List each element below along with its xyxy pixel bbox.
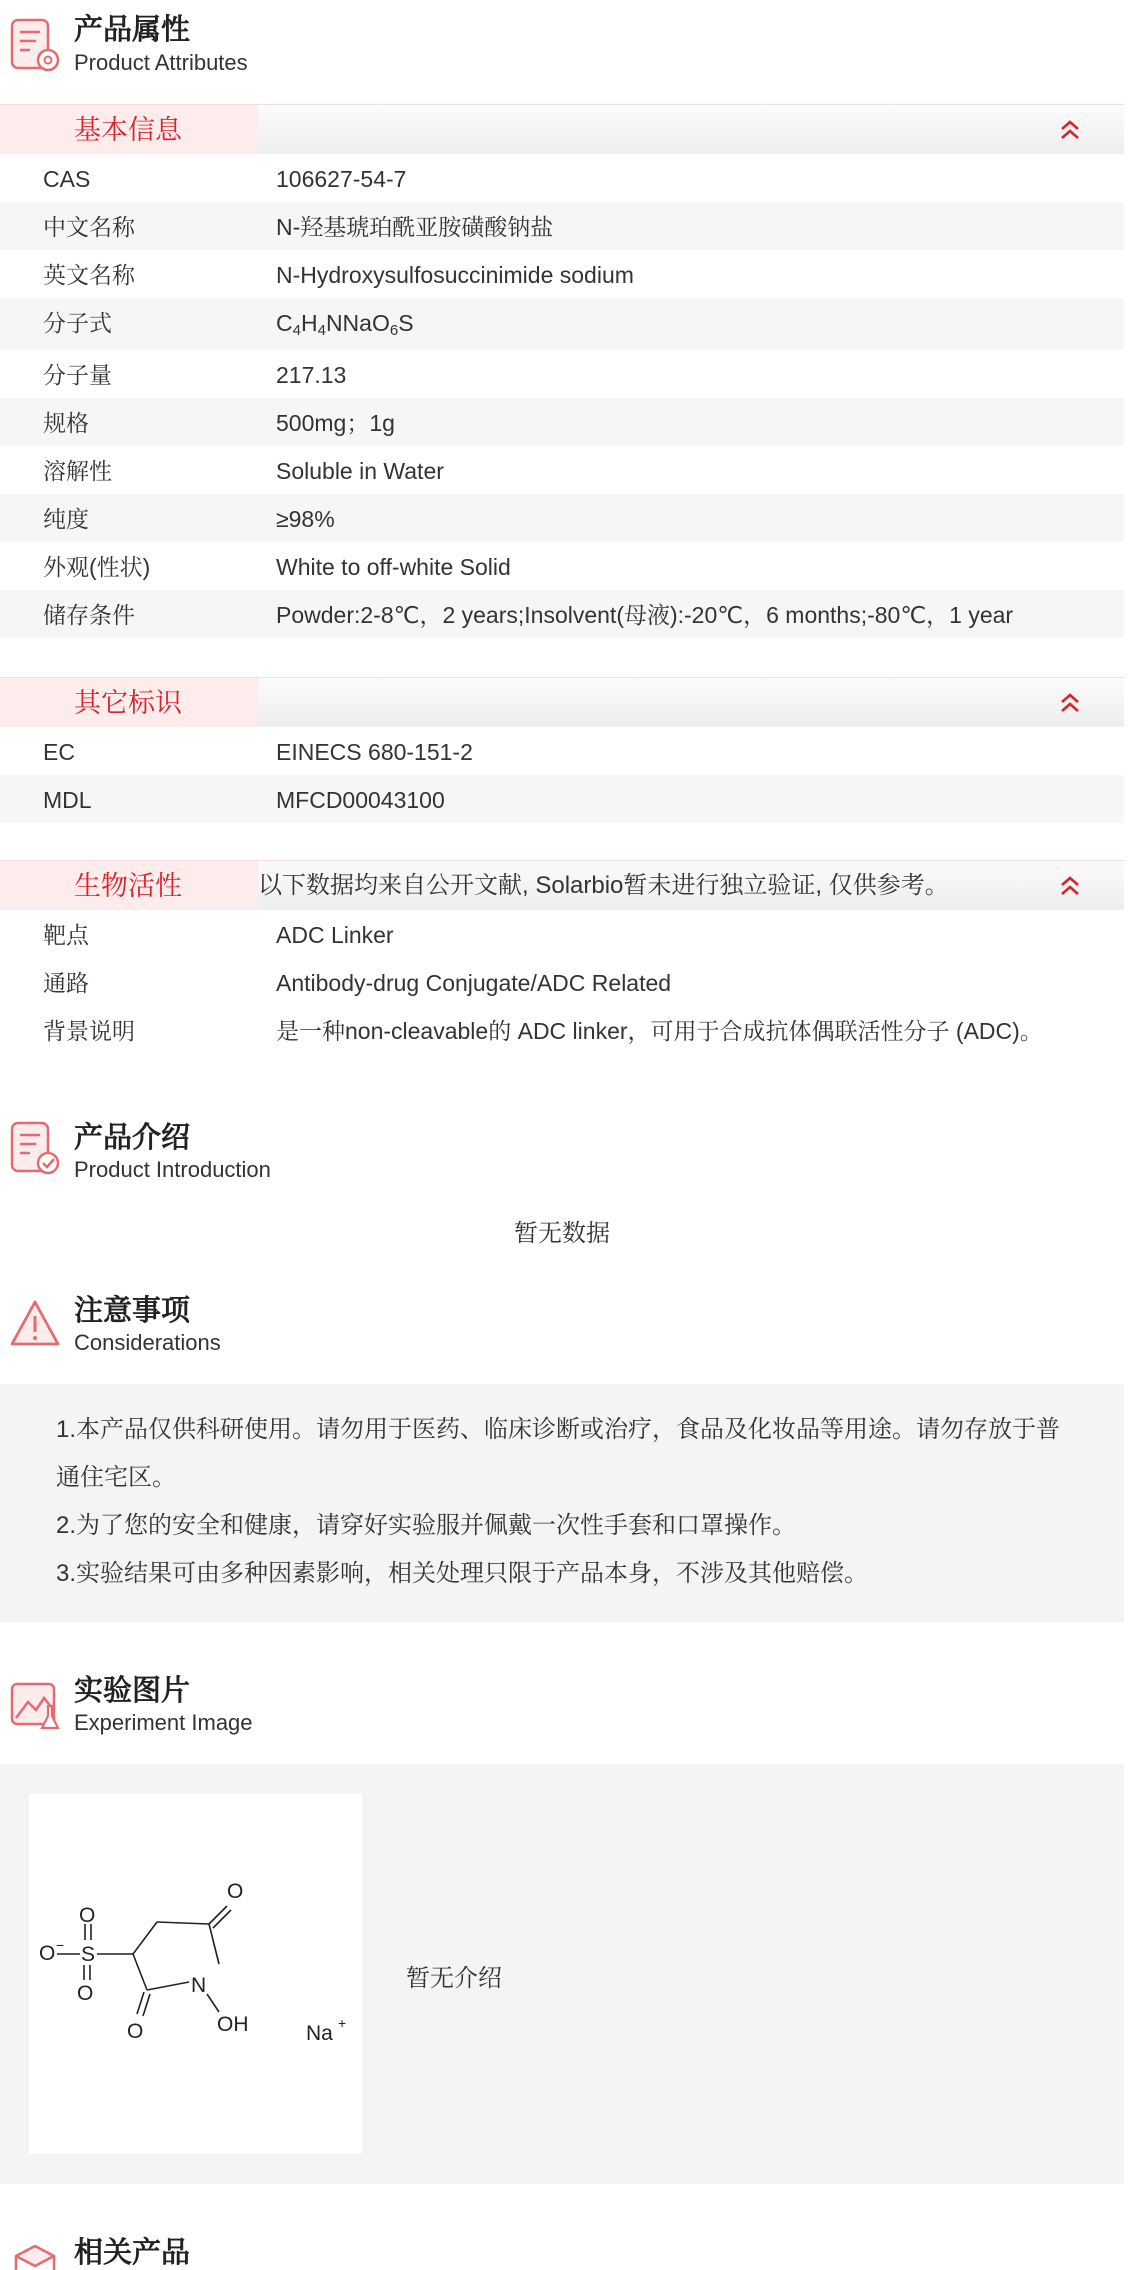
section-title-zh: 相关产品	[74, 2237, 191, 2269]
row-value: N-Hydroxysulfosuccinimide sodium	[276, 262, 634, 288]
row-label: 规格	[43, 410, 89, 436]
formula-subscript: 4	[292, 322, 301, 339]
row-value: ADC Linker	[276, 922, 394, 948]
row-value: ≥98%	[276, 506, 335, 532]
row-label: 背景说明	[43, 1018, 135, 1044]
chevron-double-up-icon[interactable]	[1058, 118, 1082, 142]
group-tab	[0, 105, 258, 154]
table-row-cn-name	[0, 202, 1124, 250]
group-tab	[0, 678, 258, 727]
group-header-bio-activity[interactable]	[0, 860, 1124, 910]
table-row-purity	[0, 494, 1124, 542]
warning-triangle-icon	[8, 1294, 62, 1354]
table-row-formula	[0, 298, 1124, 350]
row-label: MDL	[43, 787, 92, 813]
row-value: White to off-white Solid	[276, 554, 511, 580]
row-value: N-羟基琥珀酰亚胺磺酸钠盐	[276, 214, 554, 240]
row-label: 英文名称	[43, 262, 135, 288]
atom-s: S	[81, 1943, 96, 1966]
atom-o-top: O	[79, 1904, 96, 1927]
row-label: 纯度	[43, 506, 89, 532]
disclaimer-note: 以下数据均来自公开文献, Solarbio暂未进行独立验证, 仅供参考。	[258, 872, 949, 899]
chemical-structure-diagram	[29, 1794, 362, 2154]
row-label: 储存条件	[43, 602, 135, 628]
table-row-spec	[0, 398, 1124, 446]
group-header-other-ids[interactable]	[0, 677, 1124, 727]
table-row-storage	[0, 590, 1124, 638]
consideration-item: 2.为了您的安全和健康，请穿好实验服并佩戴一次性手套和口罩操作。	[56, 1512, 797, 1539]
section-title-en: Considerations	[74, 1330, 221, 1355]
box-icon	[8, 2240, 62, 2270]
row-value: 500mg；1g	[276, 410, 395, 436]
formula-part: H	[300, 310, 318, 336]
section-title-en: Product Attributes	[74, 50, 248, 75]
row-value: MFCD00043100	[276, 787, 445, 813]
section-header-considerations	[0, 1290, 1124, 1370]
row-label: CAS	[43, 166, 91, 192]
group-bio-activity	[0, 860, 1124, 1054]
atom-oh: OH	[217, 2013, 249, 2036]
empty-state-text: 暂无数据	[514, 1220, 610, 1247]
row-value: EINECS 680-151-2	[276, 739, 473, 765]
row-label: EC	[43, 739, 75, 765]
group-header-basic-info[interactable]	[0, 104, 1124, 154]
charge-minus: −	[56, 1937, 65, 1953]
atom-o-bottom: O	[77, 1982, 94, 2005]
chevron-double-up-icon[interactable]	[1058, 874, 1082, 898]
table-row-solubility	[0, 446, 1124, 494]
group-title: 生物活性	[74, 871, 182, 901]
basic-info-table	[0, 154, 1124, 638]
section-title-zh: 注意事项	[74, 1295, 191, 1327]
image-flask-icon	[8, 1676, 62, 1736]
formula-part: S	[398, 310, 414, 336]
row-value: 217.13	[276, 362, 347, 388]
group-other-ids	[0, 677, 1124, 823]
section-title-zh: 产品属性	[74, 14, 191, 46]
row-value: Powder:2-8℃，2 years;Insolvent(母液):-20℃，6 months;-80℃，1 year	[276, 602, 1014, 628]
group-title: 基本信息	[74, 115, 182, 145]
structure-image[interactable]	[29, 1794, 362, 2154]
section-title-en: Experiment Image	[74, 1710, 253, 1735]
section-header-related	[0, 2232, 1124, 2270]
group-basic-info	[0, 104, 1124, 638]
table-row-ec	[0, 727, 1124, 775]
atom-n: N	[191, 1974, 207, 1997]
row-label: 通路	[43, 970, 89, 996]
row-label: 中文名称	[43, 214, 135, 240]
formula-subscript: 6	[389, 322, 399, 339]
formula-subscript: 4	[317, 322, 326, 339]
row-label: 分子量	[43, 362, 112, 388]
table-row-en-name	[0, 250, 1124, 298]
charge-plus: +	[338, 2015, 347, 2031]
section-title-zh: 产品介绍	[74, 1122, 191, 1154]
table-row-mdl	[0, 775, 1124, 823]
considerations-panel	[0, 1384, 1124, 1622]
group-tab	[0, 861, 258, 910]
document-gear-icon	[8, 16, 62, 76]
experiment-panel	[0, 1764, 1124, 2184]
section-header-experiment	[0, 1670, 1124, 1750]
table-row-appearance	[0, 542, 1124, 590]
row-value-formula	[276, 310, 414, 344]
table-row-mw	[0, 350, 1124, 398]
table-row-background	[0, 1006, 1124, 1054]
experiment-caption: 暂无介绍	[406, 1965, 502, 1992]
ion-na: Na	[306, 2022, 333, 2045]
row-value: 106627-54-7	[276, 166, 407, 192]
row-label: 分子式	[43, 310, 112, 336]
section-header-attributes	[0, 10, 1124, 90]
consideration-item: 1.本产品仅供科研使用。请勿用于医药、临床诊断或治疗，食品及化妆品等用途。请勿存放于普通住宅区。	[56, 1416, 1061, 1491]
section-title-en: Product Introduction	[74, 1157, 271, 1182]
formula-part: NNaO	[325, 310, 390, 336]
row-label: 外观(性状)	[43, 554, 151, 580]
row-label: 溶解性	[43, 458, 112, 484]
row-label: 靶点	[43, 922, 89, 948]
table-row-target	[0, 910, 1124, 958]
section-title-zh: 实验图片	[74, 1675, 191, 1707]
table-row-cas	[0, 154, 1124, 202]
bio-activity-table	[0, 910, 1124, 1054]
atom-o-ring-top: O	[227, 1880, 244, 1903]
row-value: Antibody-drug Conjugate/ADC Related	[276, 970, 672, 996]
section-header-introduction	[0, 1117, 1124, 1197]
document-check-icon	[8, 1119, 62, 1179]
formula-part: C	[276, 310, 293, 336]
row-value: 是一种non-cleavable的 ADC linker，可用于合成抗体偶联活性分子 (ADC)。	[276, 1018, 1043, 1044]
other-ids-table	[0, 727, 1124, 823]
atom-o-ring-bottom: O	[127, 2020, 144, 2043]
consideration-item: 3.实验结果可由多种因素影响，相关处理只限于产品本身，不涉及其他赔偿。	[56, 1560, 869, 1587]
group-title: 其它标识	[74, 688, 182, 718]
table-row-pathway	[0, 958, 1124, 1006]
chevron-double-up-icon[interactable]	[1058, 691, 1082, 715]
atom-o-minus: O	[39, 1942, 56, 1965]
row-value: Soluble in Water	[276, 458, 444, 484]
